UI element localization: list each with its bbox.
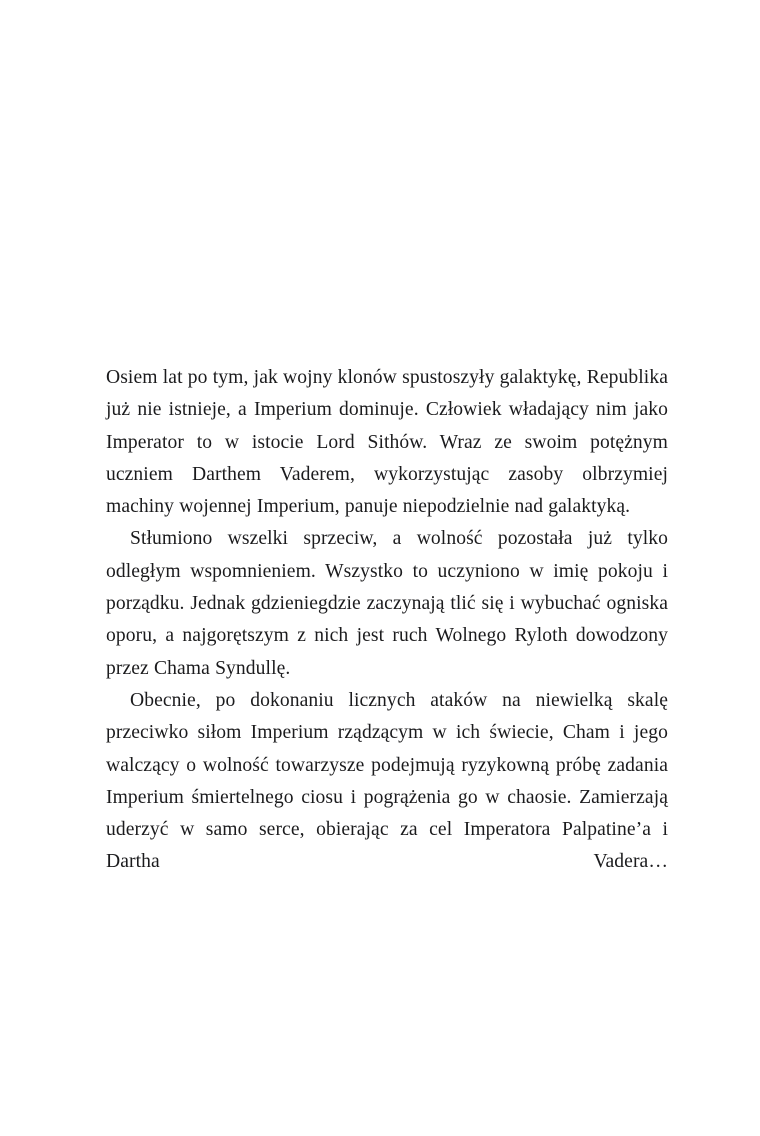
body-paragraph-1: Osiem lat po tym, jak wojny klonów spustoszyły galaktykę, Republika już nie istnieje, a Imperium dominuje. Człowiek władający nim jako Imperator to w istocie Lord Sithów. Wraz ze swoim potężnym uczniem Darthem Vaderem, wykorzystując zasoby olbrzymiej machiny wojennej Imperium, panuje niepodzielnie nad galaktyką. bbox=[106, 367, 668, 518]
body-paragraph-2: Stłumiono wszelki sprzeciw, a wolność pozostała już tylko odległym wspomnieniem. Wszystko to uczyniono w imię pokoju i porządku. Jednak gdzieniegdzie zaczynają tlić się i wybuchać ogniska oporu, a najgorętszym z nich jest ruch Wolnego Ryloth dowodzony przez Chama Syndullę. bbox=[106, 528, 668, 679]
page-text-block bbox=[106, 362, 668, 911]
body-paragraph-3: Obecnie, po dokonaniu licznych ataków na niewielką skalę przeciwko siłom Imperium rządzącym w ich świecie, Cham i jego walczący o wolność towarzysze podejmują ryzykowną próbę zadania Imperium śmiertelnego ciosu i pogrążenia go w chaosie. Zamierzają uderzyć w samo serce, obierając za cel Imperatora Palpatine’a i Dartha Vadera… bbox=[106, 689, 668, 873]
